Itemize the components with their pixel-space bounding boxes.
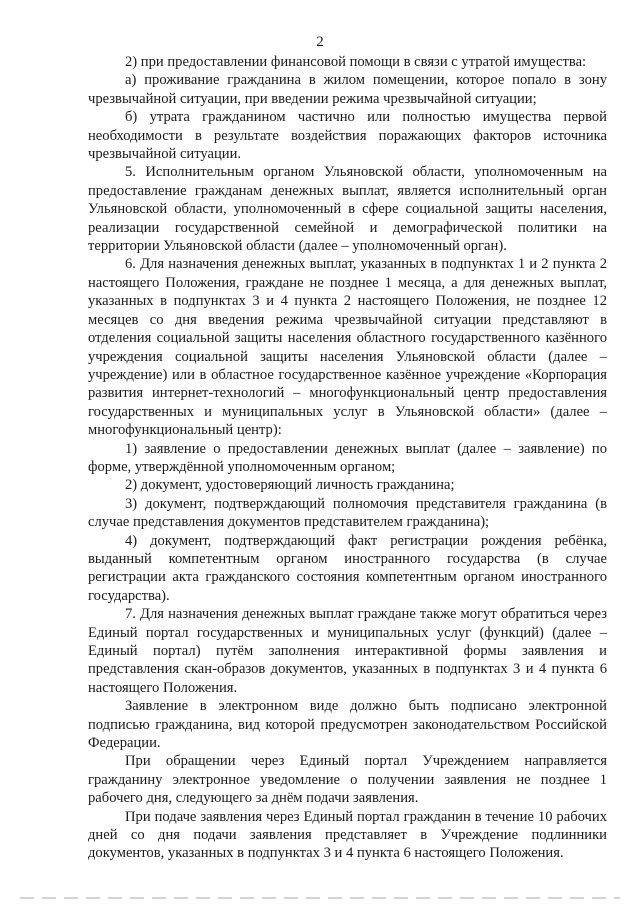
paragraph-clause-6-item-4: 4) документ, подтверждающий факт регистрации рождения ребёнка, выданный компетентным органом иностранного государства (в случае регистрации акта гражданского состояния компетентным органом иностранного государства).: [88, 532, 607, 604]
document-body: [88, 53, 607, 863]
paragraph-subitem-a: а) проживание гражданина в жилом помещении, которое попало в зону чрезвычайной ситуации, при введении режима чрезвычайной ситуации;: [88, 72, 607, 107]
scan-edge-divider: [20, 897, 620, 899]
paragraph-notification: При обращении через Единый портал Учреждением направляется гражданину электронное уведомление о получении заявления не позднее 1 рабочего дня, следующего за днём подачи заявления.: [88, 753, 607, 807]
paragraph-clause-5: 5. Исполнительным органом Ульяновской области, уполномоченным на предоставление гражданам денежных выплат, является исполнительный орган Ульяновской области, уполномоченный в сфере социальной защиты населения, реализации государственной семейной и демографической политики на территории Ульяновской области (далее – уполномоченный орган).: [88, 164, 607, 255]
paragraph-electronic-signature: Заявление в электронном виде должно быть подписано электронной подписью гражданина, вид которой предусмотрен законодательством Российской Федерации.: [88, 698, 607, 752]
paragraph-clause-6-item-1: 1) заявление о предоставлении денежных выплат (далее – заявление) по форме, утверждённой уполномоченным органом;: [88, 440, 607, 475]
paragraph-clause-6-item-3: 3) документ, подтверждающий полномочия представителя гражданина (в случае представления документов представителем гражданина);: [88, 495, 607, 531]
paragraph-originals-submission: При подаче заявления через Единый портал гражданин в течение 10 рабочих дней со дня подачи заявления представляет в Учреждение подлинники документов, указанных в подпунктах 3 и 4 пункта 6 настоящего Положения.: [88, 808, 607, 862]
paragraph-clause-7: 7. Для назначения денежных выплат граждане также могут обратиться через Единый портал государственных и муниципальных услуг (функций) (далее – Единый портал) путём заполнения интерактивной формы заявления и представления скан-образов документов, указанных в подпунктах 3 и 4 пункта 6 настоящего Положения.: [88, 606, 607, 696]
paragraph-clause-6-item-2: 2) документ, удостоверяющий личность гражданина;: [125, 477, 455, 494]
page-number: 2: [316, 34, 324, 50]
paragraph-item-2: 2) при предоставлении финансовой помощи в связи с утратой имущества:: [125, 54, 587, 70]
paragraph-subitem-b: б) утрата гражданином частично или полностью имущества первой необходимости в результате воздействия поражающих факторов источника чрезвычайной ситуации.: [88, 109, 607, 163]
paragraph-clause-6: 6. Для назначения денежных выплат, указанных в подпунктах 1 и 2 пункта 2 настоящего Положения, граждане не позднее 1 месяца, а для денежных выплат, указанных в подпунктах 3 и 4 пункта 2 настоящего Положения, не позднее 12 месяцев со дня введения режима чрезвычайной ситуации представляют в отделения социальной защиты населения областного государственного казённого учреждения социальной защиты населения Ульяновской области (далее – учреждение) или в областное государственное казённое учреждение «Корпорация развития интернет-технологий – многофункциональный центр предоставления государственных и муниципальных услуг в Ульяновской области» (далее – многофункциональный центр):: [88, 256, 607, 439]
